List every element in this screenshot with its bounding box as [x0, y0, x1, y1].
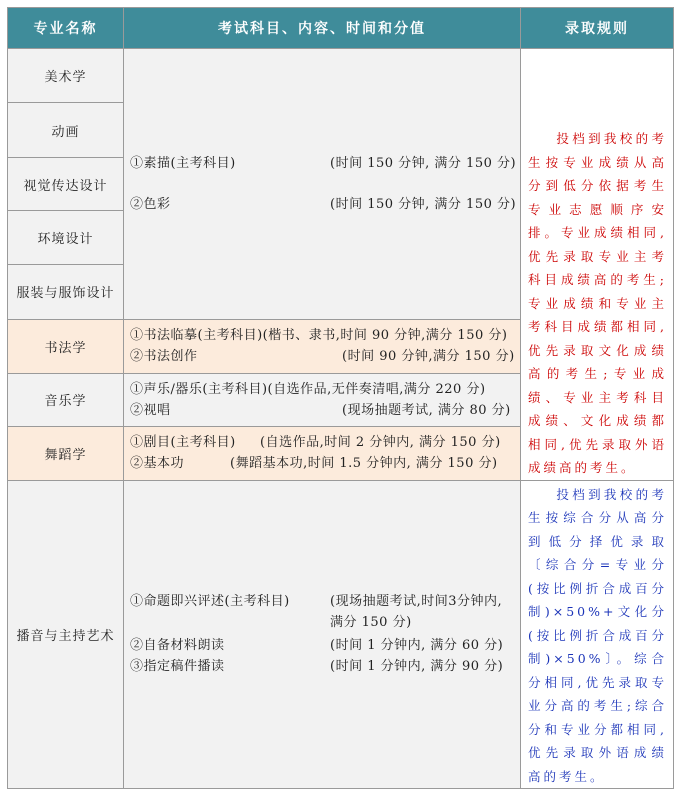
exam-line: ①命题即兴评述(主考科目) (现场抽题考试,时间3分钟内, [130, 594, 503, 610]
major-broadcasting: 播音与主持艺术 [8, 480, 124, 789]
exam-line: ②自备材料朗读 (时间 1 分钟内, 满分 60 分) [130, 638, 504, 654]
major-fashion-design: 服装与服饰设计 [8, 264, 124, 319]
broadcast-exam-cell [124, 480, 521, 789]
rule-cell-main [521, 49, 674, 481]
exam-line: ③指定稿件播读 (时间 1 分钟内, 满分 90 分) [130, 659, 504, 675]
exam-line: ②视唱 (现场抽题考试, 满分 80 分) [130, 402, 511, 418]
exam-line: ②书法创作 (时间 90 分钟,满分 150 分) [130, 349, 515, 365]
art-exam-cell [124, 49, 521, 320]
major-calligraphy: 书法学 [8, 320, 124, 373]
major-music: 音乐学 [8, 373, 124, 426]
dance-exam-cell [124, 427, 521, 481]
header-rule: 录取规则 [521, 8, 674, 49]
header-row [8, 8, 674, 49]
calligraphy-exam-cell [124, 320, 521, 373]
admission-rule-broadcast: 投档到我校的考生按综合分从高分到低分择优录取〔综合分=专业分(按比例折合成百分制)×50%+文化分(按比例折合成百分制)×50%〕。综合分相同,优先录取专业分高的考生;综合分和专业分都相同,优先录取外语成绩高的考生。 [528, 486, 667, 784]
table-row [8, 49, 674, 103]
admission-table [7, 7, 674, 789]
major-dance: 舞蹈学 [8, 427, 124, 481]
major-fine-arts: 美术学 [8, 49, 124, 103]
major-environment-design: 环境设计 [8, 211, 124, 264]
exam-line: ②基本功 (舞蹈基本功,时间 1.5 分钟内, 满分 150 分) [130, 456, 498, 472]
exam-line: ①剧目(主考科目) (自选作品,时间 2 分钟内, 满分 150 分) [130, 435, 501, 451]
exam-line: ①书法临摹(主考科目)(楷书、隶书,时间 90 分钟,满分 150 分) [130, 328, 508, 344]
header-major: 专业名称 [8, 8, 124, 49]
exam-line: ①声乐/器乐(主考科目)(自选作品,无伴奏清唱,满分 220 分) [130, 381, 486, 397]
admission-rule-main: 投档到我校的考生按专业成绩从高分到低分依据考生专业志愿顺序安排。专业成绩相同,优先录取专业主考科目成绩高的考生;专业成绩和专业主考科目成绩都相同,优先录取文化成绩高的考生;专业成绩、专业主考科目成绩、文化成绩都相同,优先录取外语成绩高的考生。 [528, 131, 667, 475]
header-exam: 考试科目、内容、时间和分值 [124, 8, 521, 49]
exam-line: ①素描(主考科目) (时间 150 分钟, 满分 150 分) [130, 156, 517, 172]
major-visual-design: 视觉传达设计 [8, 157, 124, 210]
exam-line: ②色彩 (时间 150 分钟, 满分 150 分) [130, 197, 517, 213]
table-row [8, 480, 674, 789]
exam-line: 满分 150 分) [330, 615, 412, 631]
major-animation: 动画 [8, 103, 124, 157]
music-exam-cell [124, 373, 521, 426]
rule-cell-broadcast [521, 480, 674, 789]
